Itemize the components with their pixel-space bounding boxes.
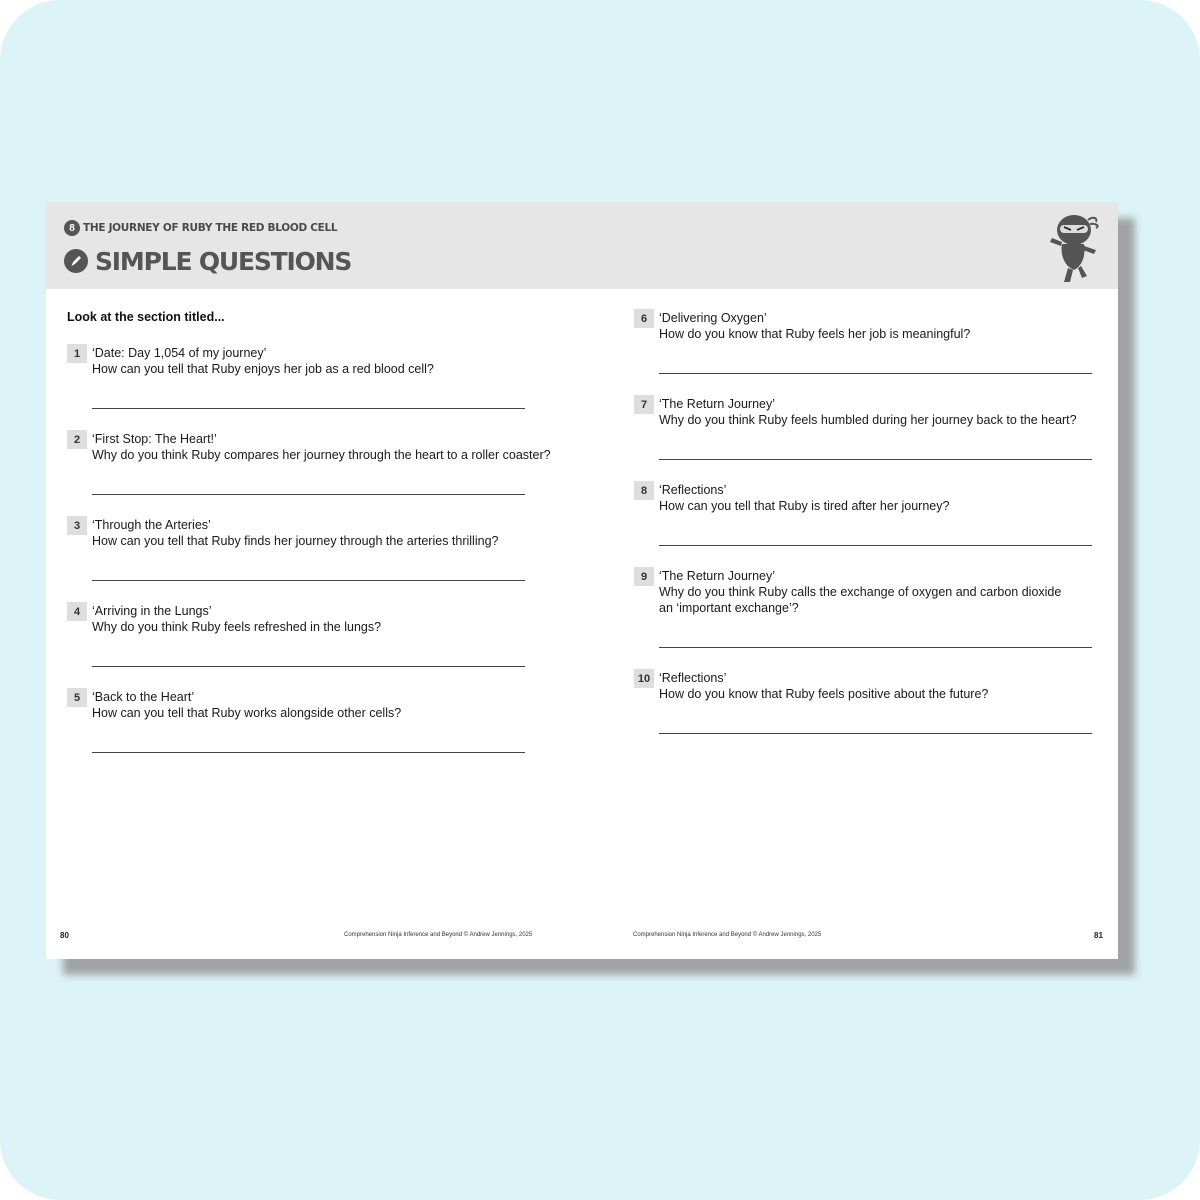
question-number: 9 [634, 567, 654, 586]
ninja-mascot-icon [1046, 208, 1106, 286]
book-spread [46, 202, 1118, 959]
section-title: SIMPLE QUESTIONS [95, 246, 352, 276]
answer-line[interactable] [92, 666, 525, 667]
question-text: How can you tell that Ruby enjoys her job as a red blood cell? [92, 362, 434, 376]
question-text: How can you tell that Ruby is tired after her journey? [659, 499, 950, 513]
question-section-ref: ‘Through the Arteries’ [92, 518, 211, 532]
question-number: 8 [634, 481, 654, 500]
answer-line[interactable] [92, 580, 525, 581]
question-section-ref: ‘Reflections’ [659, 671, 727, 685]
chapter-heading [64, 220, 337, 236]
question-section-ref: ‘Reflections’ [659, 483, 727, 497]
question-item [67, 344, 527, 414]
page-number-left: 80 [60, 931, 69, 940]
question-item [634, 395, 1094, 465]
question-section-ref: ‘First Stop: The Heart!’ [92, 432, 217, 446]
question-section-ref: ‘The Return Journey’ [659, 397, 776, 411]
page-header [46, 202, 1118, 289]
question-item [634, 567, 1094, 653]
question-text: Why do you think Ruby compares her journey through the heart to a roller coaster? [92, 448, 551, 462]
section-heading [64, 245, 351, 277]
question-section-ref: ‘Date: Day 1,054 of my journey’ [92, 346, 267, 360]
question-number: 1 [67, 344, 87, 363]
answer-line[interactable] [92, 408, 525, 409]
question-text: How do you know that Ruby feels her job is meaningful? [659, 327, 971, 341]
pencil-icon [64, 249, 88, 273]
question-section-ref: ‘Arriving in the Lungs’ [92, 604, 212, 618]
question-text: Why do you think Ruby feels humbled during her journey back to the heart? [659, 413, 1077, 427]
question-number: 7 [634, 395, 654, 414]
answer-line[interactable] [659, 373, 1092, 374]
question-text: How can you tell that Ruby works alongside other cells? [92, 706, 402, 720]
question-section-ref: ‘Back to the Heart’ [92, 690, 195, 704]
question-item [634, 309, 1094, 379]
question-number: 10 [634, 669, 654, 688]
answer-line[interactable] [659, 545, 1092, 546]
question-section-ref: ‘Delivering Oxygen’ [659, 311, 767, 325]
question-number: 3 [67, 516, 87, 535]
footer-credit-right: Comprehension Ninja Inference and Beyond © Andrew Jennings, 2025 [633, 932, 822, 938]
answer-line[interactable] [659, 733, 1092, 734]
question-number: 4 [67, 602, 87, 621]
question-item [634, 669, 1094, 739]
answer-line[interactable] [92, 752, 525, 753]
answer-line[interactable] [659, 459, 1092, 460]
question-item [67, 688, 527, 758]
question-text: How can you tell that Ruby finds her journey through the arteries thrilling? [92, 534, 499, 548]
question-text: How do you know that Ruby feels positive about the future? [659, 687, 989, 701]
question-text: Why do you think Ruby calls the exchange of oxygen and carbon dioxide an ‘important exchange’? [659, 585, 1062, 615]
answer-line[interactable] [92, 494, 525, 495]
question-section-ref: ‘The Return Journey’ [659, 569, 776, 583]
chapter-title: THE JOURNEY OF RUBY THE RED BLOOD CELL [83, 222, 338, 234]
question-item [67, 430, 551, 500]
question-text: Why do you think Ruby feels refreshed in the lungs? [92, 620, 382, 634]
question-item [67, 602, 527, 672]
footer-credit-left: Comprehension Ninja Inference and Beyond © Andrew Jennings, 2025 [344, 932, 533, 938]
chapter-number-badge: 8 [64, 220, 80, 236]
question-number: 6 [634, 309, 654, 328]
page-number-right: 81 [1094, 931, 1103, 940]
question-number: 2 [67, 430, 87, 449]
answer-line[interactable] [659, 647, 1092, 648]
question-item [67, 516, 527, 586]
instructions-text: Look at the section titled... [67, 310, 225, 324]
question-number: 5 [67, 688, 87, 707]
question-item [634, 481, 1094, 551]
